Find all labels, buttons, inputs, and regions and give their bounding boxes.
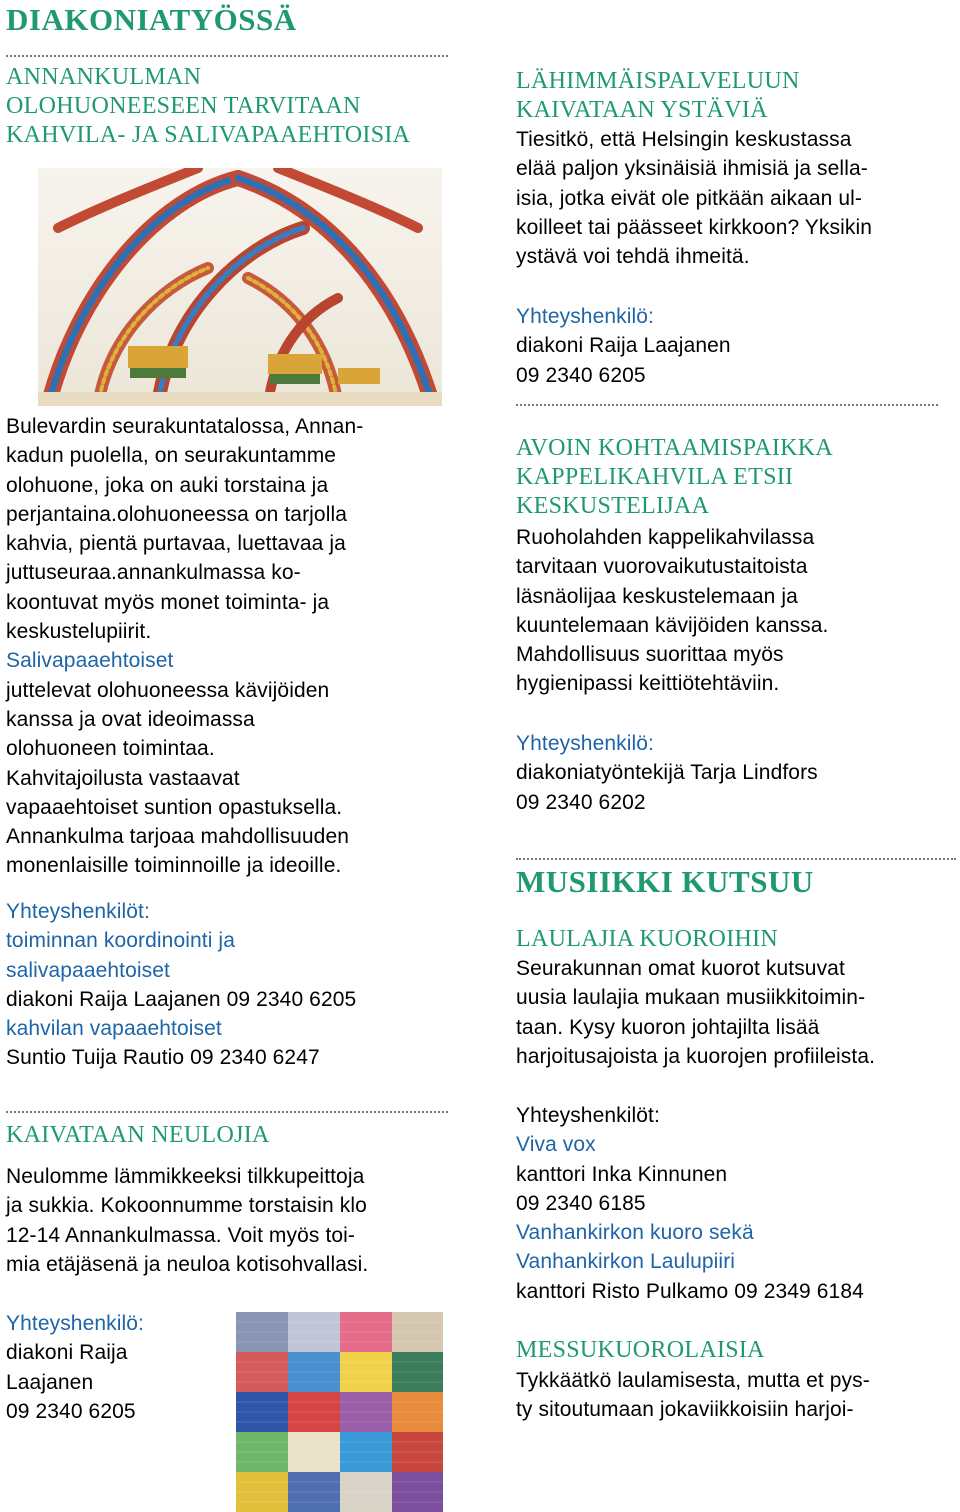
section-heading-kappelikahvila [516,434,833,521]
body-line: harjoitusajoista ja kuorojen profiileista. [516,1044,876,1068]
body-line: kahvia, pientä purtavaa, luettavaa ja [6,532,346,556]
section-body-annankulma [6,412,363,881]
body-line: olohuoneen toimintaa. [6,737,215,761]
contact-label: Yhteyshenkilö: [6,1312,144,1335]
body-line: isia, jotka eivät ole pitkään aikaan ul- [516,186,863,210]
contact-line: diakoni Raija Laajanen [516,334,731,358]
contact-line: diakoniatyöntekijä Tarja Lindfors [516,761,818,785]
contact-annankulma [6,897,356,1073]
body-line: kadun puolella, on seurakuntamme [6,444,337,468]
heading-line: LÄHIMMÄISPALVELUUN [516,68,800,94]
contact-kappelikahvila [516,729,818,817]
contact-line: diakoni Raija [6,1341,128,1365]
knitted-blanket-image [236,1312,443,1512]
contact-line: 09 2340 6202 [516,790,646,814]
contact-line: Vanhankirkon Laulupiiri [516,1250,736,1274]
patchwork-illustration [236,1312,443,1512]
divider [516,858,956,860]
body-line: ja sukkia. Kokoonnumme torstaisin klo [6,1194,367,1218]
body-line: tarvitaan vuorovaikutustaitoista [516,555,808,579]
body-line: ty sitoutumaan jokaviikkoisiin harjoi- [516,1398,854,1422]
contact-line: 09 2340 6185 [516,1191,646,1215]
body-line: juttuseuraa.annankulmassa ko- [6,561,301,585]
contact-label: Yhteyshenkilö: [516,305,654,328]
body-line: Neulomme lämmikkeeksi tilkkupeittoja [6,1165,365,1188]
contact-line: Viva vox [516,1133,596,1157]
heading-line: KAPPELIKAHVILA ETSII [516,464,794,490]
body-line: Tiesitkö, että Helsingin keskustassa [516,128,852,151]
body-line: koilleet tai päässeet kirkkoon? Yksikin [516,215,873,239]
body-line: Mahdollisuus suorittaa myös [516,643,784,667]
contact-label: Yhteyshenkilöt: [516,1104,660,1127]
section-body-ystavia [516,125,872,271]
contact-label: Yhteyshenkilö: [516,732,654,755]
contact-line: kanttori Inka Kinnunen [516,1162,728,1186]
section-heading-messukuorolaisia: MESSUKUOROLAISIA [516,1337,765,1363]
contact-line: Laajanen [6,1370,94,1394]
section-heading-neulojia: KAIVATAAN NEULOJIA [6,1122,270,1148]
body-line: hygienipassi keittiötehtäviin. [516,672,780,696]
body-line: vapaaehtoiset suntion opastuksella. [6,795,343,819]
contact-line: salivapaaehtoiset [6,958,170,982]
body-line: mia etäjäsenä ja neuloa kotisohvallasi. [6,1252,369,1276]
page-title: DIAKONIATYÖSSÄ [6,2,297,37]
contact-line: kahvilan vapaaehtoiset [6,1017,222,1041]
body-line: koontuvat myös monet toiminta- ja [6,590,330,614]
vault-illustration [38,168,442,406]
body-line: ystävä voi tehdä ihmeitä. [516,245,750,269]
contact-line: 09 2340 6205 [6,1399,136,1423]
body-line: Kahvitajoilusta vastaavat [6,766,240,790]
body-line: kuuntelemaan kävijöiden kanssa. [516,613,829,637]
body-line: Bulevardin seurakuntatalossa, Annan- [6,415,364,438]
heading-line: KAIVATAAN YSTÄVIÄ [516,97,768,123]
contact-line: diakoni Raija Laajanen 09 2340 6205 [6,987,357,1011]
body-line: juttelevat olohuoneessa kävijöiden [6,678,330,702]
divider [516,404,938,406]
heading-line: OLOHUONEESEEN TARVITAAN [6,93,361,119]
contact-kuoroihin [516,1101,864,1306]
church-vault-image [38,168,442,406]
divider [6,55,448,57]
body-line: olohuone, joka on auki torstaina ja [6,473,329,497]
contact-label: Yhteyshenkilöt: [6,900,150,923]
section-heading-ystavia [516,67,800,125]
body-line: Salivapaaehtoiset [6,649,174,673]
body-line: Tykkäätkö laulamisesta, mutta et pys- [516,1369,870,1392]
body-line: Ruoholahden kappelikahvilassa [516,526,815,549]
section-title-music: MUSIIKKI KUTSUU [516,864,814,899]
body-line: kanssa ja ovat ideoimassa [6,707,255,731]
body-line: taan. Kysy kuoron johtajilta lisää [516,1015,820,1039]
body-line: perjantaina.olohuoneessa on tarjolla [6,502,348,526]
body-line: uusia laulajia mukaan musiikkitoimin- [516,986,866,1010]
contact-ystavia [516,302,731,390]
contact-line: Suntio Tuija Rautio 09 2340 6247 [6,1046,320,1070]
heading-line: ANNANKULMAN [6,64,202,90]
section-heading-annankulma [6,63,410,150]
contact-line: 09 2340 6205 [516,363,646,387]
section-body-messukuorolaisia [516,1366,870,1425]
contact-neulojia [6,1309,144,1426]
heading-line: KAHVILA- JA SALIVAPAAEHTOISIA [6,122,411,148]
section-heading-kuoroihin: LAULAJIA KUOROIHIN [516,926,779,952]
body-line: Annankulma tarjoaa mahdollisuuden [6,825,350,849]
section-body-neulojia [6,1162,368,1279]
contact-line: Vanhankirkon kuoro sekä [516,1221,754,1245]
body-line: läsnäolijaa keskustelemaan ja [516,584,798,608]
section-body-kuoroihin [516,954,875,1071]
body-line: elää paljon yksinäisiä ihmisiä ja sella- [516,157,868,181]
contact-line: kanttori Risto Pulkamo 09 2349 6184 [516,1279,864,1303]
heading-line: AVOIN KOHTAAMISPAIKKA [516,435,834,461]
divider [6,1111,448,1113]
body-line: monenlaisille toiminnoille ja ideoille. [6,854,342,878]
section-body-kappelikahvila [516,523,828,699]
body-line: keskustelupiirit. [6,620,152,644]
body-line: 12-14 Annankulmassa. Voit myös toi- [6,1223,356,1247]
heading-line: KESKUSTELIJAA [516,493,710,519]
contact-line: toiminnan koordinointi ja [6,929,235,953]
body-line: Seurakunnan omat kuorot kutsuvat [516,957,845,980]
